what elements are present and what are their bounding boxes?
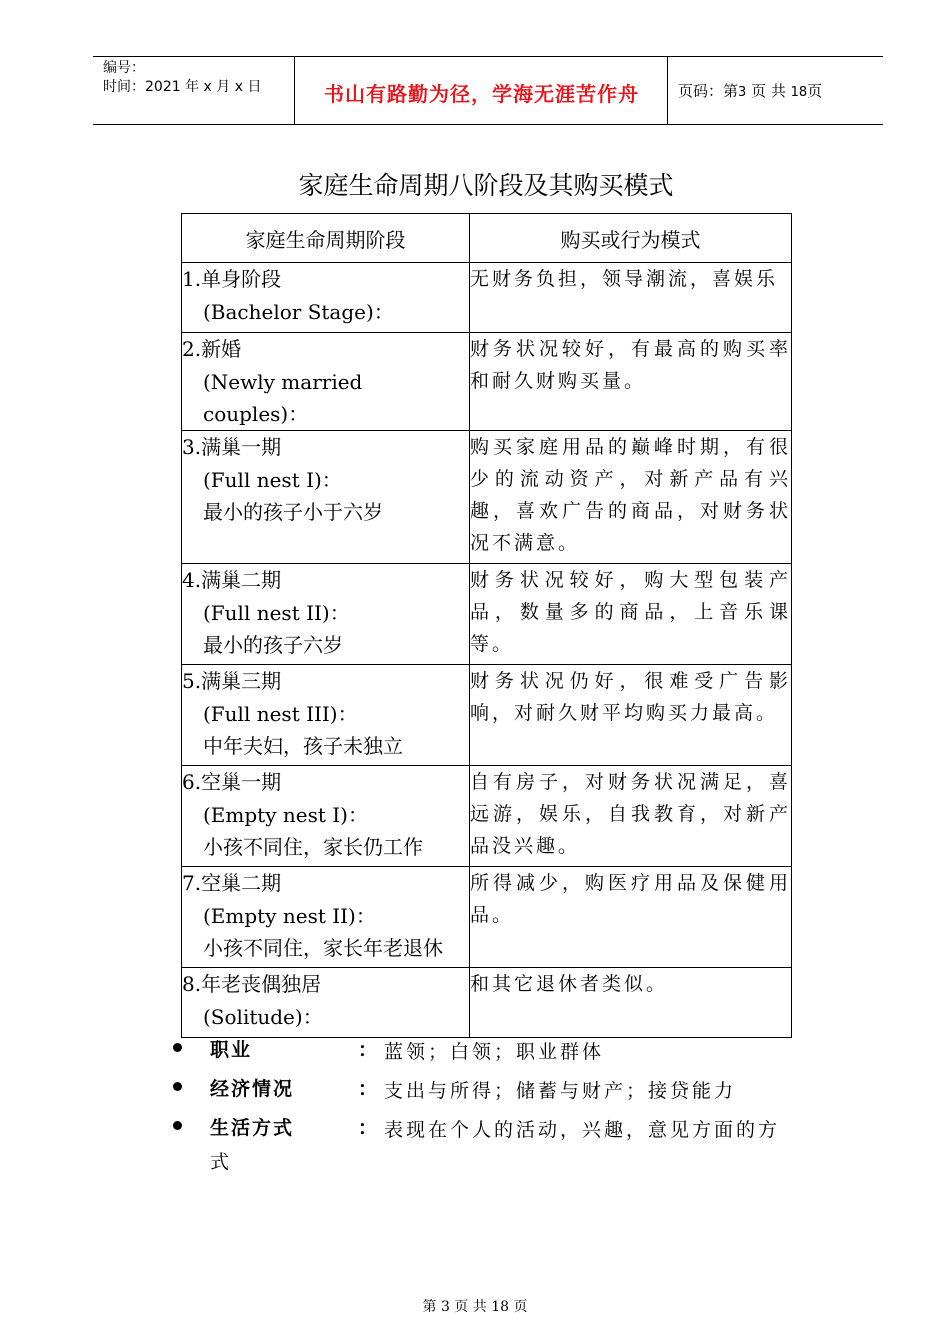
attribute-value-continued: 式 [210,1151,233,1173]
stage-description: 最小的孩子六岁 [203,633,343,657]
serial-label: 编号： [103,60,145,76]
stage-english: (Empty nest II)： [203,904,376,928]
table-row [182,431,792,564]
stage-cell [182,665,470,766]
stage-name: 5.满巢三期 [182,669,282,693]
attribute-term: 经济情况 [210,1078,295,1100]
stage-name: 7.空巢二期 [182,871,282,895]
stage-english: (Newly married couples)： [203,370,363,426]
attribute-item [170,1111,790,1173]
stage-english: (Full nest III)： [203,702,358,726]
stage-description: 小孩不同住，家长仍工作 [203,835,423,859]
stage-english: (Bachelor Stage)： [203,300,394,324]
mode-cell: 财务状况仍好，很难受广告影响，对耐久财平均购买力最高。 [470,665,792,766]
attribute-term: 生活方式 [210,1117,295,1139]
table-row [182,665,792,766]
table-row [182,766,792,867]
page-total: 18 [790,85,808,100]
attribute-colon: ： [358,1117,378,1139]
document-title: 家庭生命周期八阶段及其购买模式 [298,171,674,200]
stage-description: 最小的孩子小于六岁 [203,500,383,524]
stage-name: 4.满巢二期 [182,568,282,592]
attribute-list [170,1033,790,1173]
page-mid: 页 共 [751,82,786,100]
stage-name: 8.年老丧偶独居 [182,972,322,996]
time-label: 时间：2021 年 x 月 x 日 [103,79,262,95]
stage-cell [182,564,470,665]
stage-cell [182,263,470,333]
stage-description: 中年夫妇，孩子未独立 [203,734,403,758]
header-meta [103,59,261,97]
attribute-colon: ： [358,1078,378,1100]
stage-name: 2.新婚 [182,337,242,361]
header-top-rule [93,56,883,57]
lifecycle-table [181,213,792,1038]
stage-description: 小孩不同住，家长年老退休 [203,936,443,960]
stage-cell [182,867,470,968]
table-row [182,968,792,1038]
bullet-icon [173,1121,182,1130]
mode-cell: 财务状况较好，有最高的购买率和耐久财购买量。 [470,333,792,431]
stage-english: (Full nest I)： [203,468,342,492]
attribute-item [170,1072,790,1111]
stage-cell [182,968,470,1038]
header-motto: 书山有路勤为径，学海无涯苦作舟 [324,82,639,106]
header-divider-right [667,56,668,124]
mode-cell: 自有房子，对财务状况满足，喜远游，娱乐，自我教育，对新产品没兴趣。 [470,766,792,867]
stage-english: (Solitude)： [203,1005,323,1029]
bullet-icon [173,1043,182,1052]
mode-cell: 所得减少，购医疗用品及保健用品。 [470,867,792,968]
header-bottom-rule [93,124,883,125]
page-footer: 第 3 页 共 18 页 [422,1299,528,1315]
attribute-value: 表现在个人的活动，兴趣，意见方面的方 [384,1119,781,1141]
stage-name: 1.单身阶段 [182,267,282,291]
page-current: 3 [738,85,747,100]
attribute-colon: ： [358,1039,378,1061]
stage-name: 3.满巢一期 [182,435,282,459]
stage-english: (Empty nest I)： [203,803,368,827]
header-divider-left [294,56,295,124]
page-end: 页 [807,82,823,100]
table-row [182,564,792,665]
bullet-icon [173,1082,182,1091]
table-row [182,867,792,968]
table-row [182,333,792,431]
mode-cell: 财务状况较好，购大型包装产品，数量多的商品，上音乐课等。 [470,564,792,665]
stage-cell [182,333,470,431]
attribute-term: 职业 [210,1039,253,1061]
stage-cell [182,431,470,564]
stage-cell [182,766,470,867]
table-header-row [182,214,792,263]
mode-cell: 无财务负担，领导潮流，喜娱乐 [470,263,792,333]
table-row [182,263,792,333]
page-label: 页码：第 [678,82,739,100]
attribute-value: 支出与所得；储蓄与财产；接贷能力 [384,1080,737,1102]
stage-english: (Full nest II)： [203,601,350,625]
header-stage: 家庭生命周期阶段 [182,214,470,263]
mode-cell: 购买家庭用品的巅峰时期，有很少的流动资产，对新产品有兴趣，喜欢广告的商品，对财务状况不满意。 [470,431,792,564]
attribute-item [170,1033,790,1072]
header-mode: 购买或行为模式 [470,214,792,263]
attribute-value: 蓝领；白领；职业群体 [384,1041,605,1063]
mode-cell: 和其它退休者类似。 [470,968,792,1038]
stage-name: 6.空巢一期 [182,770,282,794]
header-page-number [678,80,822,101]
